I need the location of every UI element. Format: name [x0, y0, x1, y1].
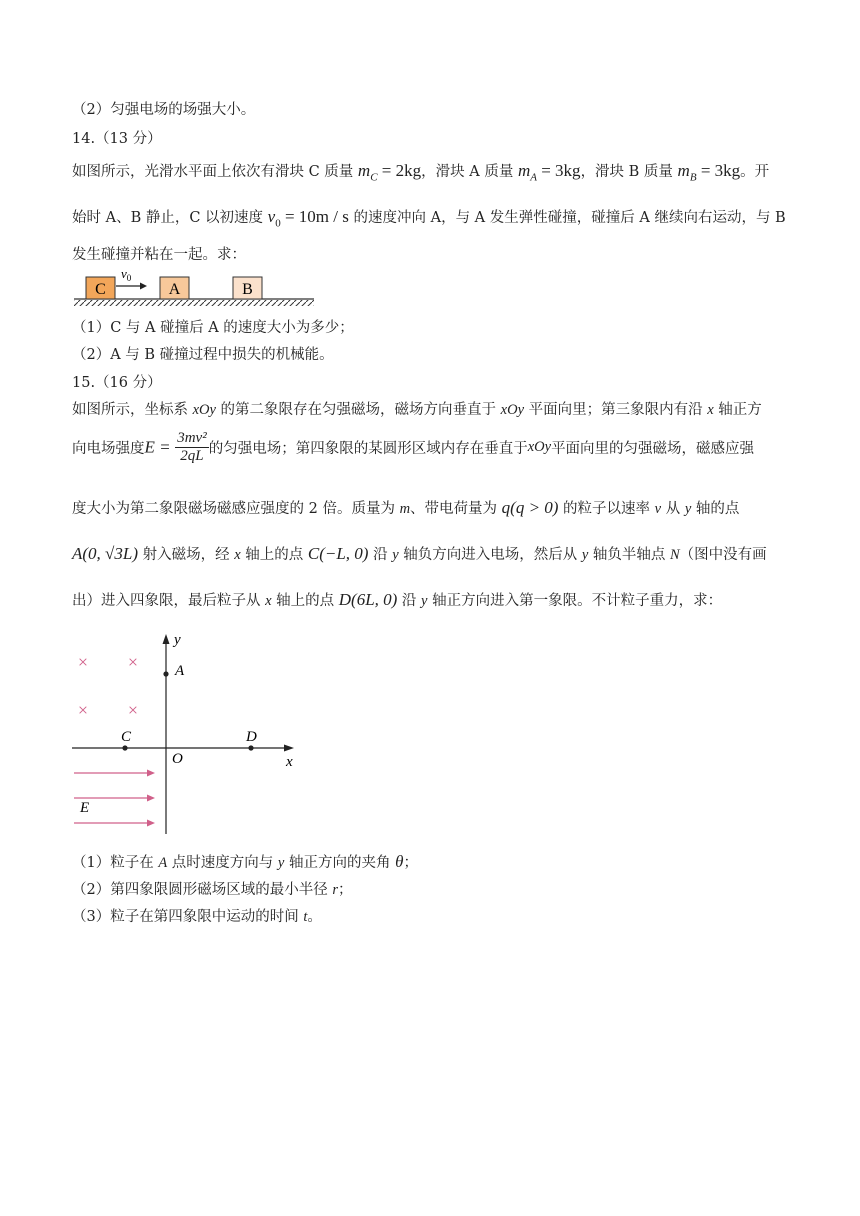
initial-velocity: $v_0 = 10m / s$	[267, 207, 349, 230]
y-axis-arrow-icon	[163, 634, 170, 644]
q15-line1: 如图所示，坐标系 xOy 的第二象限存在匀强磁场，磁场方向垂直于 xOy 平面向里；第三象限内有沿 x 轴正方	[72, 402, 762, 418]
mass-a: $m_A = 3kg$	[517, 161, 581, 184]
ground-hatch	[74, 300, 314, 306]
mass-c: $m_C = 2kg$	[357, 161, 422, 184]
q13-part2: （2）匀强电场的场强大小。	[72, 102, 256, 118]
q15-part3: （3）粒子在第四象限中运动的时间 t。	[72, 909, 322, 925]
block-b-label: B	[242, 281, 253, 298]
field-cross-icon: ×	[127, 700, 139, 720]
q14-part1: （1）C 与 A 碰撞后 A 的速度大小为多少；	[72, 320, 354, 336]
charge-expr: q(q > 0)	[501, 498, 559, 517]
point-a-label: A	[175, 663, 185, 679]
field-cross-icon: ×	[127, 652, 139, 672]
point-c-label: C	[121, 729, 132, 745]
mass-b: $m_B = 3kg$	[677, 161, 741, 184]
field-e-fraction: $\frac{\text{3mv²}}{2qL}$	[177, 430, 207, 464]
electric-field-arrows	[74, 770, 155, 827]
q15-part2: （2）第四象限圆形磁场区域的最小半径 r；	[72, 882, 353, 898]
origin-label: O	[172, 751, 183, 767]
point-c-dot	[122, 745, 127, 750]
point-c-coord: C(−L, 0)	[307, 544, 369, 563]
point-a-dot	[163, 671, 168, 676]
q14-header: 14.（13 分）	[72, 131, 162, 147]
q14-figure	[72, 266, 322, 310]
x-axis-arrow-icon	[284, 745, 294, 752]
q14-line2: 始时 A、B 静止，C 以初速度 $v_0 = 10m / s$ 的速度冲向 A，与 A 发生弹性碰撞，碰撞后 A 继续向右运动，与 B	[72, 207, 786, 230]
q15-figure	[68, 628, 308, 838]
q15-line5: 出）进入四象限，最后粒子从 x 轴上的点 D(6L, 0) 沿 y 轴正方向进入第一象限。不计粒子重力，求：	[72, 590, 723, 609]
point-d-label: D	[246, 729, 257, 745]
q15-line4: A(0, √3L) 射入磁场，经 x 轴上的点 C(−L, 0) 沿 y 轴负方向进入电场，然后从 y 轴负半轴点 N（图中没有画	[72, 544, 767, 563]
block-c-label: C	[95, 281, 106, 298]
q14-line3: 发生碰撞并粘在一起。求：	[72, 247, 246, 263]
field-e-lhs: E =	[144, 437, 171, 457]
y-axis-label: y	[174, 632, 181, 648]
q15-header: 15.（16 分）	[72, 375, 162, 391]
field-cross-icon: ×	[77, 700, 89, 720]
q15-line3: 度大小为第二象限磁场磁感应强度的 2 倍。质量为 m、带电荷量为 q(q > 0) 的粒子以速率 v 从 y 轴的点	[72, 498, 740, 517]
point-a-coord: A(0, √3L)	[72, 544, 138, 563]
q14-line1: 如图所示，光滑水平面上依次有滑块 C 质量 $m_C = 2kg$，滑块 A 质量 $m_A = 3kg$，滑块 B 质量 $m_B = 3kg$。开	[72, 161, 770, 184]
block-a-label: A	[168, 281, 181, 298]
velocity-arrow-head	[140, 283, 147, 290]
velocity-label: $v_0$	[121, 266, 132, 283]
point-d-coord: D(6L, 0)	[338, 590, 398, 609]
q15-part1: （1）粒子在 A 点时速度方向与 y 轴正方向的夹角 θ；	[72, 852, 418, 871]
field-cross-icon: ×	[77, 652, 89, 672]
x-axis-label: x	[286, 754, 293, 770]
field-e-label: E	[80, 800, 90, 816]
q15-line2: 向电场强度E = $\frac{\text{3mv²}}{2qL}$ 的匀强电场；第四象限的某圆形区域内存在垂直于xOy平面向里的匀强磁场，磁感应强	[72, 430, 755, 464]
q14-part2: （2）A 与 B 碰撞过程中损失的机械能。	[72, 347, 334, 363]
point-d-dot	[248, 745, 253, 750]
